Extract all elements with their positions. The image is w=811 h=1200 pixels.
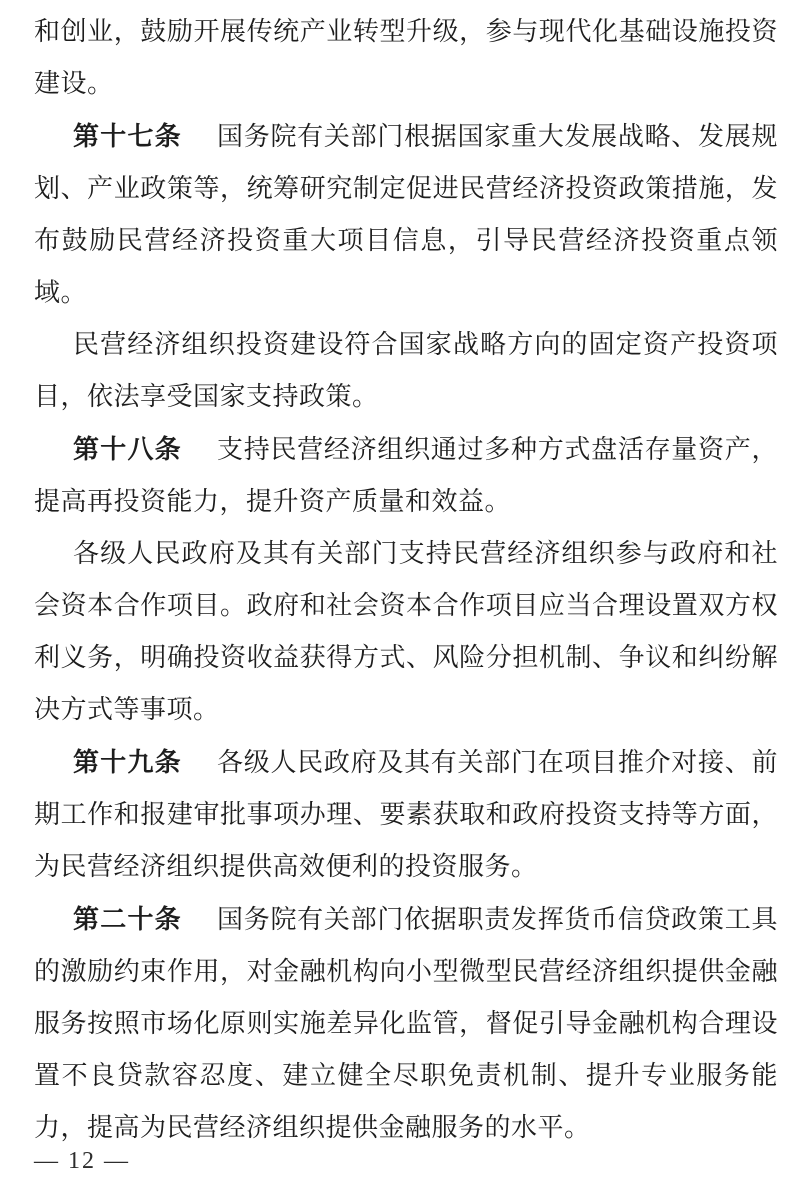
paragraph-text: 国务院有关部门根据国家重大发展战略、发展规划、产业政策等，统筹研究制定促进民营经济投资政策措施，发布鼓励民营经济投资重大项目信息，引导民营经济投资重点领域。 bbox=[34, 122, 778, 307]
paragraph-plain bbox=[34, 528, 778, 736]
paragraph-text: 各级人民政府及其有关部门在项目推介对接、前期工作和报建审批事项办理、要素获取和政府投资支持等方面，为民营经济组织提供高效便利的投资服务。 bbox=[34, 748, 778, 881]
article-number: 第十八条 bbox=[73, 434, 182, 464]
paragraph-continuation bbox=[34, 6, 778, 110]
paragraph-article-17 bbox=[34, 110, 778, 319]
paragraph-article-20 bbox=[34, 893, 778, 1154]
document-body bbox=[34, 6, 778, 1154]
paragraph-text: 支持民营经济组织通过多种方式盘活存量资产，提高再投资能力，提升资产质量和效益。 bbox=[34, 435, 778, 516]
paragraph-text: 民营经济组织投资建设符合国家战略方向的固定资产投资项目，依法享受国家支持政策。 bbox=[34, 330, 778, 411]
paragraph-text: 国务院有关部门依据职责发挥货币信贷政策工具的激励约束作用，对金融机构向小型微型民营经济组织提供金融服务按照市场化原则实施差异化监管，督促引导金融机构合理设置不良贷款容忍度、建立健全尽职免责机制、提升专业服务能力，提高为民营经济组织提供金融服务的水平。 bbox=[34, 905, 778, 1142]
page-footer bbox=[34, 1148, 130, 1175]
article-number: 第十九条 bbox=[73, 747, 182, 777]
page-number: — 12 — bbox=[34, 1148, 130, 1174]
article-number: 第二十条 bbox=[73, 904, 182, 934]
paragraph-article-19 bbox=[34, 736, 778, 893]
paragraph-article-18 bbox=[34, 423, 778, 528]
paragraph-plain bbox=[34, 319, 778, 423]
paragraph-text: 和创业，鼓励开展传统产业转型升级，参与现代化基础设施投资建设。 bbox=[34, 17, 778, 98]
paragraph-text: 各级人民政府及其有关部门支持民营经济组织参与政府和社会资本合作项目。政府和社会资本合作项目应当合理设置双方权利义务，明确投资收益获得方式、风险分担机制、争议和纠纷解决方式等事项。 bbox=[34, 539, 778, 724]
article-number: 第十七条 bbox=[73, 121, 182, 151]
